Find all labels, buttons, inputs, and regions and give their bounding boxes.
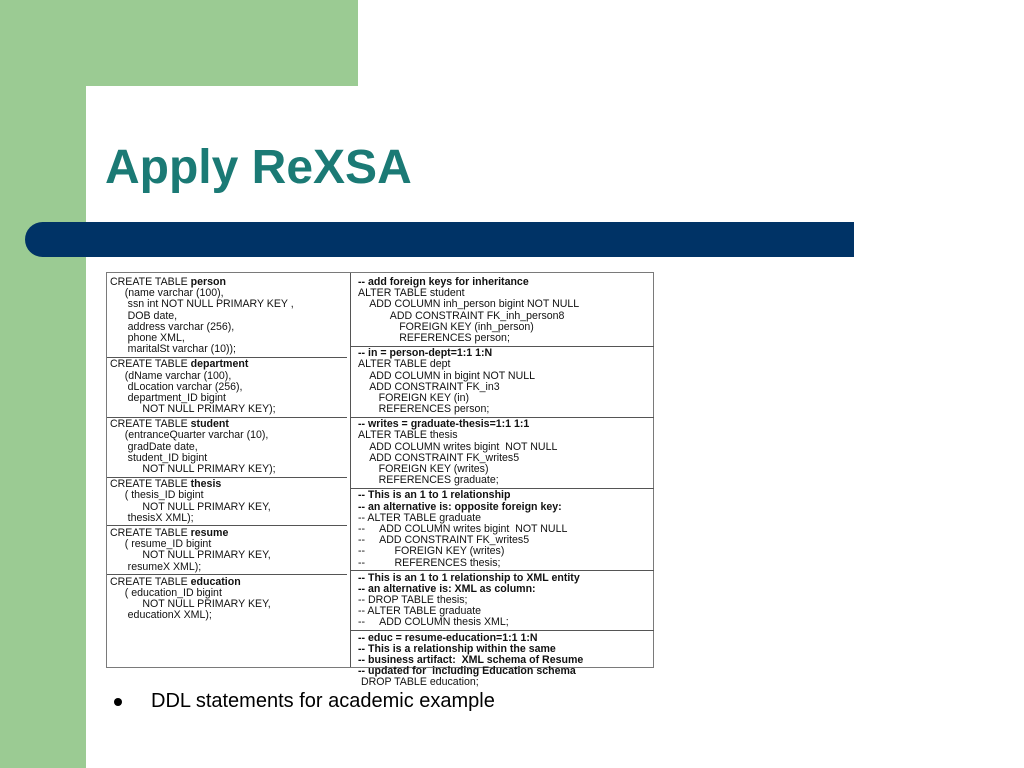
ddl-line: ( thesis_ID bigint: [110, 489, 204, 502]
ddl-line: gradDate date,: [110, 440, 198, 453]
ddl-table-name: resume: [190, 526, 229, 539]
ddl-line: ssn int NOT NULL PRIMARY KEY ,: [110, 298, 294, 311]
ddl-line: -- DROP TABLE thesis;: [358, 594, 468, 607]
ddl-line: ALTER TABLE student: [358, 287, 465, 300]
column-divider: [350, 273, 351, 667]
decor-left-band: [0, 0, 86, 768]
ddl-line: REFERENCES person;: [358, 403, 490, 416]
ddl-line: -- FOREIGN KEY (writes): [358, 545, 505, 558]
ddl-line: ADD COLUMN inh_person bigint NOT NULL: [358, 298, 580, 311]
ddl-keyword: CREATE TABLE: [110, 526, 191, 539]
ddl-line: -- This is an 1 to 1 relationship: [358, 489, 511, 502]
ddl-line: FOREIGN KEY (inh_person): [358, 320, 534, 333]
ddl-line: -- an alternative is: XML as column:: [358, 582, 536, 595]
ddl-line: DROP TABLE education;: [358, 676, 479, 689]
bullet-item: [114, 690, 495, 713]
ddl-line: (entranceQuarter varchar (10),: [110, 429, 269, 442]
ddl-keyword: CREATE TABLE: [110, 478, 191, 491]
ddl-line: ( resume_ID bigint: [110, 538, 212, 551]
ddl-line: department_ID bigint: [110, 391, 227, 404]
ddl-line: -- add foreign keys for inheritance: [358, 276, 529, 288]
ddl-line: (name varchar (100),: [110, 287, 224, 300]
ddl-line: maritalSt varchar (10));: [110, 343, 236, 356]
ddl-line: ( education_ID bigint: [110, 586, 222, 599]
ddl-line: FOREIGN KEY (writes): [358, 463, 489, 475]
ddl-line: -- ADD CONSTRAINT FK_writes5: [358, 534, 530, 547]
ddl-left-column: [110, 277, 346, 621]
ddl-line: -- ALTER TABLE graduate: [358, 605, 482, 618]
ddl-table-name: person: [190, 276, 226, 288]
ddl-table-name: student: [190, 418, 229, 431]
ddl-line: [110, 359, 346, 370]
ddl-table-name: thesis: [190, 478, 222, 491]
bullet-text: DDL statements for academic example: [151, 690, 495, 712]
ddl-line: -- ALTER TABLE graduate: [358, 511, 482, 524]
slide-title: Apply ReXSA: [105, 141, 412, 194]
ddl-line: REFERENCES graduate;: [358, 474, 499, 487]
ddl-line: -- updated for including Education schema: [358, 665, 576, 678]
ddl-figure: [106, 272, 654, 689]
ddl-line: -- business artifact: XML schema of Resume: [358, 654, 584, 666]
ddl-line: -- This is an 1 to 1 relationship to XML entity: [358, 571, 580, 584]
ddl-line: -- This is a relationship within the same: [358, 642, 556, 655]
bullet-dot-icon: [114, 698, 122, 706]
ddl-line: NOT NULL PRIMARY KEY,: [110, 549, 271, 562]
ddl-right-column: [358, 277, 652, 689]
ddl-line: (dName varchar (100),: [110, 369, 232, 382]
ddl-line: NOT NULL PRIMARY KEY);: [110, 403, 276, 416]
ddl-line: educationX XML);: [110, 609, 212, 622]
ddl-line: -- REFERENCES thesis;: [358, 556, 501, 569]
ddl-line: thesisX XML);: [110, 511, 194, 524]
ddl-line: -- ADD COLUMN thesis XML;: [358, 616, 509, 629]
ddl-line: ADD COLUMN writes bigint NOT NULL: [358, 440, 558, 453]
ddl-line: ADD CONSTRAINT FK_inh_person8: [358, 309, 565, 322]
ddl-line: -- ADD COLUMN writes bigint NOT NULL: [358, 522, 568, 535]
ddl-separator: [351, 630, 654, 631]
ddl-line: dLocation varchar (256),: [110, 380, 243, 393]
ddl-line: REFERENCES person;: [358, 331, 510, 344]
ddl-table-name: education: [190, 575, 241, 588]
ddl-line: NOT NULL PRIMARY KEY,: [110, 598, 271, 611]
ddl-line: NOT NULL PRIMARY KEY,: [110, 500, 271, 513]
ddl-keyword: CREATE TABLE: [110, 418, 191, 431]
ddl-keyword: CREATE TABLE: [110, 276, 191, 288]
ddl-line: resumeX XML);: [110, 560, 202, 573]
ddl-line: ADD COLUMN in bigint NOT NULL: [358, 369, 536, 382]
ddl-line: -- an alternative is: opposite foreign key:: [358, 500, 562, 513]
ddl-line: ALTER TABLE thesis: [358, 429, 458, 442]
ddl-keyword: CREATE TABLE: [110, 575, 191, 588]
ddl-line: NOT NULL PRIMARY KEY);: [110, 463, 276, 475]
ddl-line: student_ID bigint: [110, 451, 208, 464]
ddl-line: phone XML,: [110, 331, 185, 344]
ddl-line: FOREIGN KEY (in): [358, 391, 470, 404]
ddl-line: DOB date,: [110, 309, 178, 322]
title-underline-bar: [25, 222, 854, 257]
ddl-line: ALTER TABLE dept: [358, 358, 451, 371]
ddl-keyword: CREATE TABLE: [110, 358, 191, 371]
ddl-line: -- in = person-dept=1:1 1:N: [358, 347, 493, 360]
ddl-line: -- educ = resume-education=1:1 1:N: [358, 631, 538, 644]
ddl-line: address varchar (256),: [110, 320, 235, 333]
ddl-line: ADD CONSTRAINT FK_in3: [358, 380, 500, 393]
ddl-line: -- writes = graduate-thesis=1:1 1:1: [358, 418, 530, 431]
decor-top-band: [0, 0, 358, 86]
ddl-line: ADD CONSTRAINT FK_writes5: [358, 451, 520, 464]
ddl-table-name: department: [190, 358, 249, 371]
